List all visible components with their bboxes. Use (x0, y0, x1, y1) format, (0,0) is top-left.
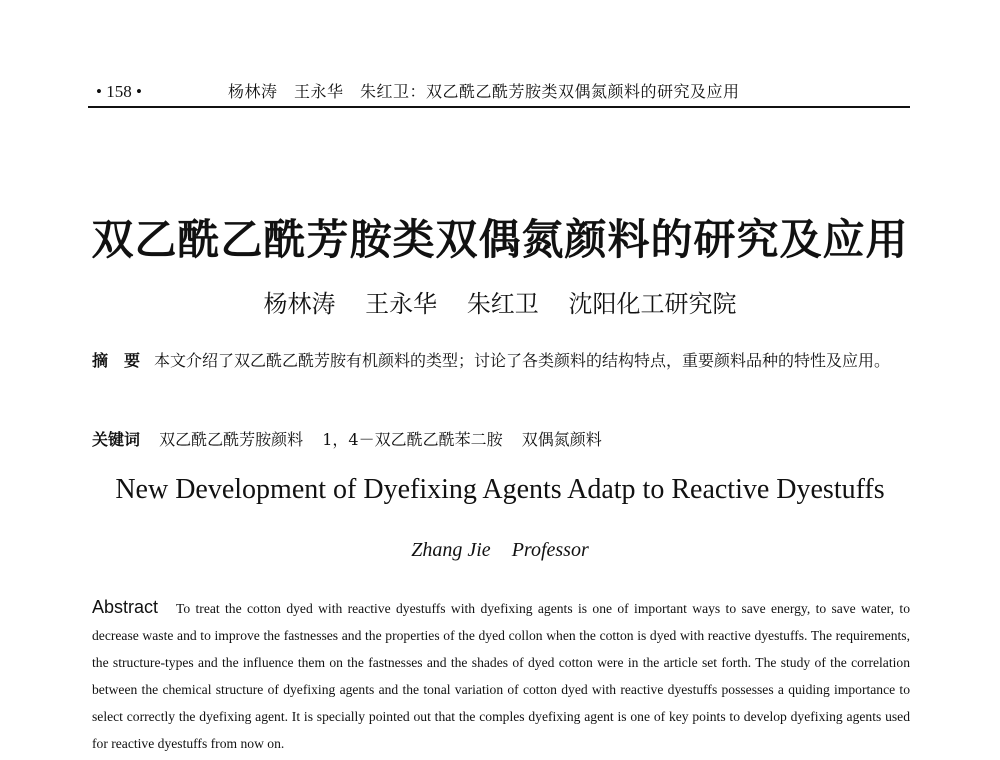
english-abstract-text: To treat the cotton dyed with reactive dyestuffs with dyefixing agents is one of important ways to save energy, to save water, to decrease waste and to improve the fastnesses and the properties of the dyed collon when the cotton is dyed with reactive dyestuffs. The requirements, the structure-types and the influence them on the fastnesses and the shades of dyed cotton were in the article set forth. The study of the correlation between the chemical structure of dyefixing agents and the tonal variation of cotton dyed with reactive dyestuffs possesses a quiding importance to select correctly the dyefixing agent. It is specially pointed out that the comples dyefixing agent is one of key points to develop dyefixing agents used for reactive dyestuffs from now on. (92, 601, 910, 751)
keywords (92, 428, 910, 452)
running-header (92, 80, 908, 104)
author-name: 王永华 (365, 290, 438, 318)
keyword: 双乙酰乙酰芳胺颜料 (159, 430, 304, 449)
author-line (0, 288, 1000, 320)
english-abstract-label: Abstract (92, 597, 159, 617)
english-author-line (0, 536, 1000, 564)
paper-title: 双乙酰乙酰芳胺类双偶氮颜料的研究及应用 (91, 215, 909, 264)
english-author-position: Professor (511, 539, 589, 561)
running-title: 杨林涛 王永华 朱红卫：双乙酰乙酰芳胺类双偶氮颜料的研究及应用 (228, 82, 740, 101)
author-affiliation: 沈阳化工研究院 (568, 290, 737, 318)
author-name: 朱红卫 (466, 290, 539, 318)
chinese-abstract-text: 本文介绍了双乙酰乙酰芳胺有机颜料的类型；讨论了各类颜料的结构特点，重要颜料品种的特性及应用。 (154, 351, 891, 370)
keyword: 双偶氮颜料 (521, 430, 602, 449)
keyword: 1，4－双乙酰乙酰苯二胺 (322, 430, 503, 449)
chinese-abstract (92, 348, 910, 374)
keywords-label: 关键词 (92, 430, 141, 449)
header-rule (88, 106, 910, 108)
english-title: New Development of Dyefixing Agents Adatp to Reactive Dyestuffs (115, 474, 885, 505)
author-name: 杨林涛 (263, 290, 336, 318)
page-number: • 158 • (96, 82, 142, 101)
english-author-name: Zhang Jie (411, 539, 491, 561)
chinese-abstract-label: 摘 要 (92, 351, 141, 370)
english-abstract (92, 594, 910, 757)
